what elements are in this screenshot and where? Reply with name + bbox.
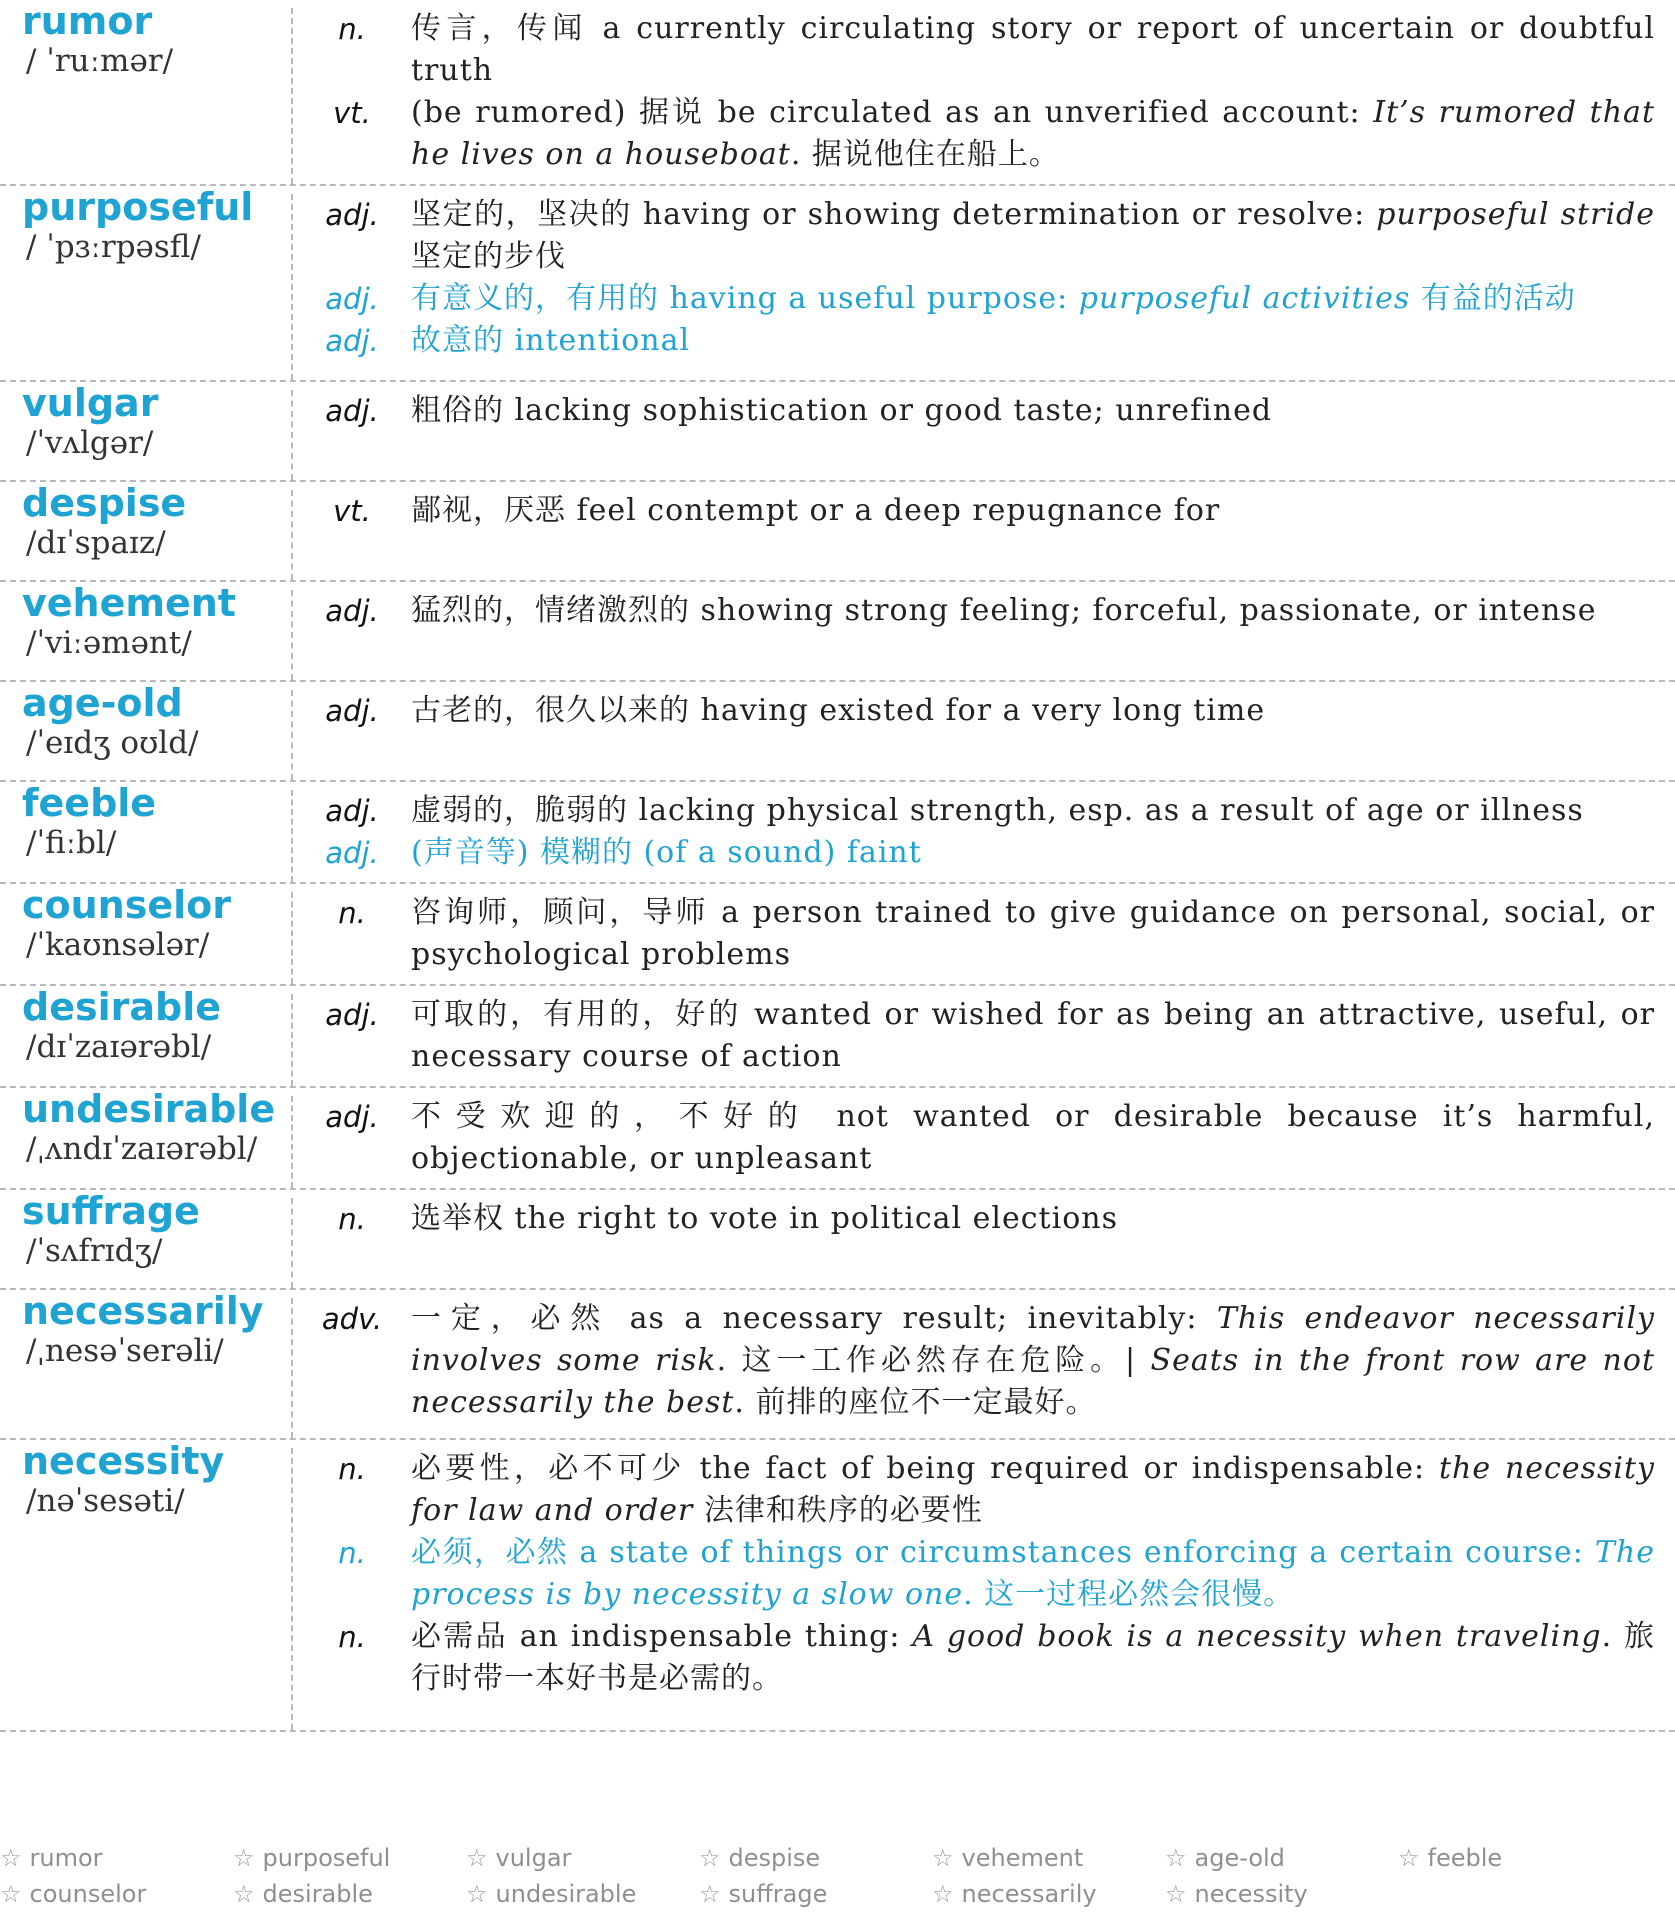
senses: [293, 390, 1675, 480]
senses: [293, 892, 1675, 984]
senses: [293, 194, 1675, 380]
headword-block: [0, 381, 293, 480]
star-icon: ☆: [932, 1880, 954, 1908]
definition-text: 虚弱的，脆弱的 lacking physical strength, esp. as a result of age or illness: [411, 793, 1584, 828]
phonetic: /ˈviːəmənt/: [26, 625, 192, 661]
definition-text: . 这一过程必然会很慢。: [963, 1577, 1295, 1612]
definition-text: 选举权 the right to vote in political elections: [411, 1201, 1118, 1236]
part-of-speech: adj.: [325, 836, 379, 870]
phonetic: /ˈkaʊnsələr/: [26, 927, 210, 963]
sense-row: [293, 320, 1655, 362]
definition-text: 法律和秩序的必要性: [693, 1493, 983, 1528]
headword-block: [0, 0, 293, 184]
part-of-speech: adj.: [325, 394, 379, 428]
part-of-speech: n.: [338, 12, 366, 46]
definition-text: 鄙视，厌恶 feel contempt or a deep repugnance for: [411, 493, 1221, 528]
part-of-speech: n.: [338, 1536, 366, 1570]
headword: purposeful: [22, 185, 254, 229]
star-icon: ☆: [1165, 1880, 1187, 1908]
star-icon: ☆: [0, 1880, 22, 1908]
definition: [411, 1448, 1655, 1532]
vocab-entry: [0, 482, 1675, 582]
sense-row: [293, 194, 1655, 278]
review-item: [0, 1840, 233, 1876]
part-of-speech: adj.: [325, 694, 379, 728]
part-of-speech: adj.: [325, 324, 379, 358]
senses: [293, 8, 1675, 184]
definition-text: 必需品 an indispensable thing:: [411, 1619, 913, 1654]
headword: vulgar: [22, 381, 159, 425]
review-item: [1165, 1840, 1398, 1876]
definition: [411, 1532, 1655, 1616]
definition-text: 必须，必然 a state of things or circumstances enforcing a certain course:: [411, 1535, 1595, 1570]
review-word: vulgar: [495, 1844, 572, 1872]
definition-text: 不受欢迎的，不好的 not wanted or desirable because it’s harmful, objectionable, or unpleasant: [411, 1099, 1655, 1176]
sense-row: [293, 790, 1655, 832]
definition: [411, 490, 1655, 532]
definition: [411, 690, 1655, 732]
senses: [293, 690, 1675, 780]
vocab-entry: [0, 986, 1675, 1088]
part-of-speech: adj.: [325, 198, 379, 232]
part-of-speech: n.: [338, 1620, 366, 1654]
star-icon: ☆: [699, 1844, 721, 1872]
definition: [411, 8, 1655, 92]
senses: [293, 1448, 1675, 1730]
headword: age-old: [22, 681, 183, 725]
review-word: rumor: [29, 1844, 103, 1872]
star-icon: ☆: [0, 1844, 22, 1872]
definition-text: 咨询师，顾问，导师 a person trained to give guidance on personal, social, or psychological problems: [411, 895, 1655, 972]
phonetic: /ˌnesəˈserəli/: [26, 1333, 224, 1369]
vocab-entry: [0, 1088, 1675, 1190]
vocab-entry: [0, 1440, 1675, 1732]
senses: [293, 1198, 1675, 1288]
definition: [411, 1198, 1655, 1240]
review-word: necessarily: [961, 1880, 1097, 1908]
definition: [411, 892, 1655, 976]
definition-text: . 这一工作必然存在危险。|: [716, 1343, 1151, 1378]
part-of-speech: adj.: [325, 1100, 379, 1134]
headword-block: [0, 1289, 293, 1438]
sense-row: [293, 1096, 1655, 1180]
definition-text: (声音等) 模糊的 (of a sound) faint: [411, 835, 922, 870]
headword-block: [0, 481, 293, 580]
phonetic: /dɪˈspaɪz/: [26, 525, 166, 561]
definition-text: 可取的，有用的，好的 wanted or wished for as being an attractive, useful, or necessary course of action: [411, 997, 1655, 1074]
senses: [293, 994, 1675, 1086]
example-sentence: the necessity for law and order: [411, 1451, 1655, 1528]
phonetic: /ˌʌndɪˈzaɪərəbl/: [26, 1131, 258, 1167]
headword-block: [0, 681, 293, 780]
part-of-speech: n.: [338, 896, 366, 930]
sense-row: [293, 390, 1655, 432]
review-item: [699, 1840, 932, 1876]
definition: [411, 832, 1655, 874]
example-sentence: This endeavor necessarily involves some risk: [411, 1301, 1655, 1378]
headword-block: [0, 1087, 293, 1188]
example-sentence: Seats in the front row are not necessarily the best: [411, 1343, 1655, 1420]
definition-text: . 旅行时带一本好书是必需的。: [411, 1619, 1655, 1696]
headword: desirable: [22, 985, 221, 1029]
headword: undesirable: [22, 1087, 276, 1131]
definition-text: 有益的活动: [1410, 281, 1576, 316]
headword: rumor: [22, 0, 153, 43]
sense-row: [293, 690, 1655, 732]
part-of-speech: n.: [338, 1452, 366, 1486]
example-sentence: purposeful stride: [1376, 197, 1655, 232]
vocab-entry: [0, 382, 1675, 482]
vocab-entry: [0, 0, 1675, 186]
review-word: undesirable: [495, 1880, 637, 1908]
headword-block: [0, 883, 293, 984]
phonetic: /dɪˈzaɪərəbl/: [26, 1029, 212, 1065]
definition-text: . 据说他住在船上。: [790, 137, 1060, 172]
headword-block: [0, 781, 293, 882]
definition: [411, 194, 1655, 278]
sense-row: [293, 994, 1655, 1078]
definition: [411, 1298, 1655, 1424]
review-word: vehement: [961, 1844, 1084, 1872]
phonetic: /ˈeɪdʒ oʊld/: [26, 725, 199, 761]
headword-block: [0, 581, 293, 680]
review-word: age-old: [1194, 1844, 1285, 1872]
definition-text: 有意义的，有用的 having a useful purpose:: [411, 281, 1079, 316]
star-icon: ☆: [466, 1844, 488, 1872]
headword-block: [0, 1439, 293, 1730]
part-of-speech: vt.: [333, 96, 371, 130]
senses: [293, 490, 1675, 580]
review-word: suffrage: [728, 1880, 828, 1908]
headword: necessarily: [22, 1289, 264, 1333]
vocab-entry: [0, 582, 1675, 682]
definition-text: 一定，必然 as a necessary result; inevitably:: [411, 1301, 1217, 1336]
definition: [411, 320, 1655, 362]
sense-row: [293, 8, 1655, 92]
star-icon: ☆: [1165, 1844, 1187, 1872]
word-review-checklist: [0, 1840, 1675, 1912]
headword-block: [0, 185, 293, 380]
headword: vehement: [22, 581, 236, 625]
definition-text: (be rumored) 据说 be circulated as an unverified account:: [411, 95, 1374, 130]
sense-row: [293, 1448, 1655, 1532]
definition: [411, 92, 1655, 176]
definition-text: . 前排的座位不一定最好。: [734, 1385, 1097, 1420]
review-word: despise: [728, 1844, 821, 1872]
definition: [411, 278, 1655, 320]
senses: [293, 1096, 1675, 1188]
phonetic: /ˈfiːbl/: [26, 825, 117, 861]
phonetic: /ˈsʌfrɪdʒ/: [26, 1233, 163, 1269]
vocab-entry: [0, 682, 1675, 782]
star-icon: ☆: [932, 1844, 954, 1872]
phonetic: /nəˈsesəti/: [26, 1483, 185, 1519]
vocab-entry: [0, 186, 1675, 382]
definition: [411, 994, 1655, 1078]
sense-row: [293, 892, 1655, 976]
phonetic: / ˈruːmər/: [26, 43, 174, 79]
sense-row: [293, 490, 1655, 532]
definition-text: 古老的，很久以来的 having existed for a very long time: [411, 693, 1266, 728]
definition-text: 粗俗的 lacking sophistication or good taste; unrefined: [411, 393, 1273, 428]
definition: [411, 390, 1655, 432]
vocab-entry: [0, 1190, 1675, 1290]
review-item: [233, 1840, 466, 1876]
part-of-speech: vt.: [333, 494, 371, 528]
headword-block: [0, 985, 293, 1086]
vocab-entry: [0, 884, 1675, 986]
sense-row: [293, 278, 1655, 320]
review-word: feeble: [1427, 1844, 1503, 1872]
definition: [411, 590, 1655, 632]
headword: suffrage: [22, 1189, 200, 1233]
phonetic: / ˈpɜːrpəsfl/: [26, 229, 201, 265]
part-of-speech: adj.: [325, 594, 379, 628]
senses: [293, 790, 1675, 882]
part-of-speech: adv.: [321, 1302, 383, 1336]
review-word: purposeful: [262, 1844, 391, 1872]
part-of-speech: adj.: [325, 998, 379, 1032]
definition-text: 猛烈的，情绪激烈的 showing strong feeling; forceful, passionate, or intense: [411, 593, 1597, 628]
definition: [411, 1616, 1655, 1700]
headword: counselor: [22, 883, 231, 927]
definition-text: 坚定的步伐: [411, 239, 566, 274]
definition-text: 传言，传闻 a currently circulating story or report of uncertain or doubtful truth: [411, 11, 1655, 88]
definition: [411, 790, 1655, 832]
sense-row: [293, 1198, 1655, 1240]
star-icon: ☆: [699, 1880, 721, 1908]
example-sentence: purposeful activities: [1078, 281, 1411, 316]
headword: despise: [22, 481, 187, 525]
sense-row: [293, 590, 1655, 632]
sense-row: [293, 92, 1655, 176]
star-icon: ☆: [1398, 1844, 1420, 1872]
sense-row: [293, 1298, 1655, 1424]
vocab-entry: [0, 1290, 1675, 1440]
definition-text: 必要性，必不可少 the fact of being required or indispensable:: [411, 1451, 1439, 1486]
example-sentence: The process is by necessity a slow one: [411, 1535, 1655, 1612]
headword-block: [0, 1189, 293, 1288]
sense-row: [293, 1532, 1655, 1616]
review-item: [466, 1840, 699, 1876]
part-of-speech: adj.: [325, 282, 379, 316]
example-sentence: It’s rumored that he lives on a houseboat: [411, 95, 1655, 172]
senses: [293, 590, 1675, 680]
headword: feeble: [22, 781, 157, 825]
sense-row: [293, 1616, 1655, 1700]
review-word: counselor: [29, 1880, 147, 1908]
star-icon: ☆: [233, 1844, 255, 1872]
review-word: necessity: [1194, 1880, 1308, 1908]
review-item: [932, 1840, 1165, 1876]
star-icon: ☆: [466, 1880, 488, 1908]
star-icon: ☆: [233, 1880, 255, 1908]
sense-row: [293, 832, 1655, 874]
review-item: [1398, 1840, 1631, 1876]
senses: [293, 1298, 1675, 1438]
definition-text: 故意的 intentional: [411, 323, 691, 358]
example-sentence: A good book is a necessity when traveling: [912, 1619, 1602, 1654]
definition: [411, 1096, 1655, 1180]
headword: necessity: [22, 1439, 225, 1483]
phonetic: /ˈvʌlgər/: [26, 425, 154, 461]
part-of-speech: n.: [338, 1202, 366, 1236]
definition-text: 坚定的，坚决的 having or showing determination or resolve:: [411, 197, 1377, 232]
vocab-entry: [0, 782, 1675, 884]
review-word: desirable: [262, 1880, 373, 1908]
part-of-speech: adj.: [325, 794, 379, 828]
